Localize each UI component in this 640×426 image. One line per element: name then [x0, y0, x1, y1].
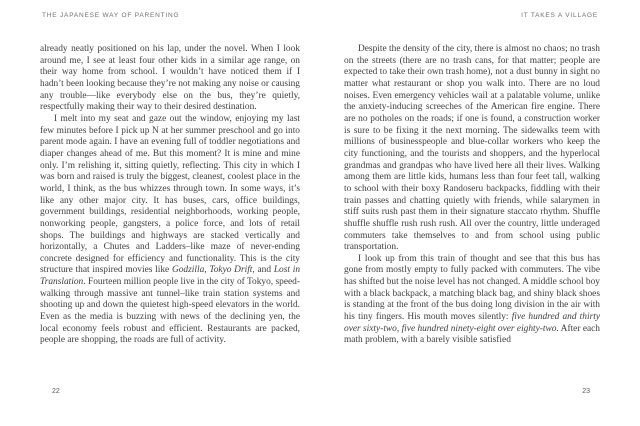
paragraph-continuation: already neatly positioned on his lap, under the novel. When I look around me, I see at least four other kids in a similar age range, on their way home from school. I wouldn’t have noticed them if I hadn’t been looking because they’re not making any noise or causing any trouble—like everybody else on the bus, they’re quietly, respectfully making their way to their desired destination.	[40, 44, 300, 113]
running-header-right: IT TAKES A VILLAGE	[521, 12, 598, 19]
paragraph: I look up from this train of thought and see that this bus has gone from mostly empty to fully packed with commuters. The vibe has shifted but the noise level has not changed. A middle school boy with a black backpack, a matching black bag, and shiny black shoes is standing at the front of the bus doing long division in the air with his tiny fingers. His mouth moves silently: five hundred and thirty over sixty-two, five hundred ninety-eight over eighty-two. After each math problem, with a barely visible satisfied	[344, 253, 600, 346]
running-header-left: THE JAPANESE WAY OF PARENTING	[42, 12, 180, 19]
paragraph: Despite the density of the city, there is almost no chaos; no trash on the streets (there are no trash cans, for that matter; people are expected to take their own trash home), not a dust bunny in sight no matter what restaurant or shop you walk into. There are no loud noises. Even emergency vehicles wail at a palatable volume, unlike the anxiety-inducing screeches of the American fire engine. There are no potholes on the roads; if one is found, a construction worker is sure to be fixing it the next morning. The sidewalks teem with millions of businesspeople and blue-collar workers who keep the city functioning, and the tourists and shoppers, and the hyperlocal grandmas and grandpas who have lived here all their lives. Walking among them are little kids, humans less than four feet tall, walking to school with their boxy Randoseru backpacks, fiddling with their train passes and chatting quietly with friends, while salarymen in stiff suits rush past them in their signature staccato rhythm. Shuffle shuffle shuffle rush rush rush. All over the country, little underaged commuters take themselves to and from school using public transportation.	[344, 44, 600, 253]
page-number-left: 22	[52, 388, 60, 395]
right-page-text	[344, 44, 600, 347]
paragraph: I melt into my seat and gaze out the window, enjoying my last few minutes before I pick up N at her summer preschool and go into parent mode again. I have an evening full of toddler negotiations and diaper changes ahead of me. But this moment? It is mine and mine only. I’m relishing it, sitting quietly, reflecting. This city in which I was born and raised is truly the biggest, cleanest, coolest place in the world, I think, as the bus whizzes through town. In some ways, it’s like any other major city. It has buses, cars, office buildings, government buildings, residential neighborhoods, working people, nonworking people, gangsters, a police force, and lots of retail shops. The buildings and highways are stacked vertically and horizontally, a Chutes and Ladders–like maze of never-ending concrete designed for efficiency and functionality. This is the city structure that inspired movies like Godzilla, Tokyo Drift, and Lost in Translation. Fourteen million people live in the city of Tokyo, speed-walking through massive ant tunnel–like train station systems and shooting up and down the quietest high-speed elevators in the world. Even as the media is buzzing with news of the declining yen, the local economy feels robust and efficient. Restaurants are packed, people are shopping, the roads are full of activity.	[40, 113, 301, 346]
left-page-text	[40, 44, 300, 347]
page-number-right: 23	[582, 388, 590, 395]
right-page	[320, 0, 640, 426]
